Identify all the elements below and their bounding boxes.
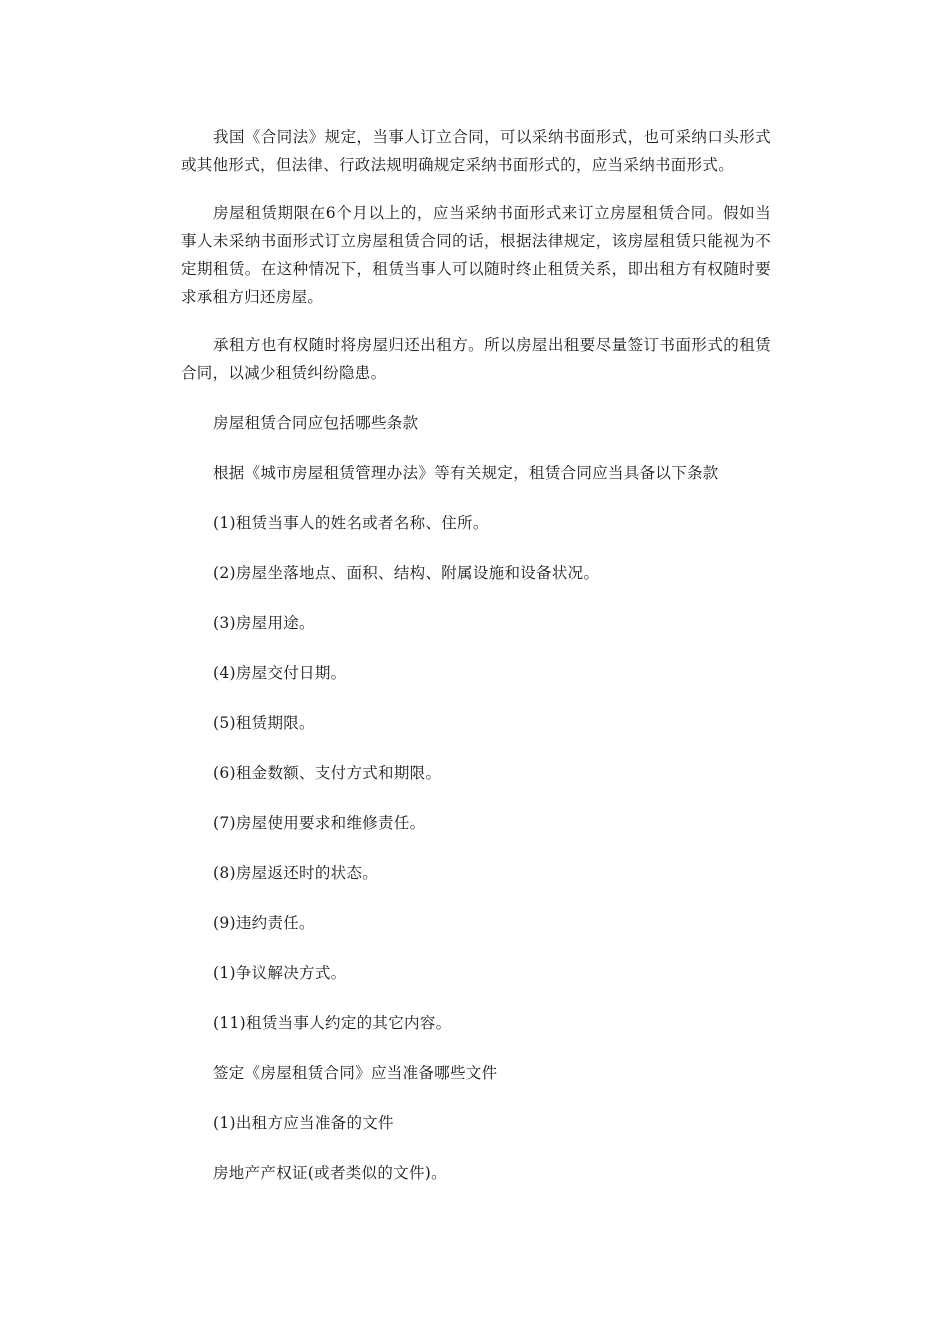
list-item-clause-8: (8)房屋返还时的状态。 [213,864,379,882]
paragraph-property-certificate: 房地产产权证(或者类似的文件)。 [213,1164,447,1182]
paragraph-tenant-return: 承租方也有权随时将房屋归还出租方。所以房屋出租要尽量签订书面形式的租赁合同，以减少租赁纠纷隐患。 [181,336,771,382]
list-item-clause-11: (11)租赁当事人约定的其它内容。 [213,1014,452,1032]
heading-lease-clauses: 房屋租赁合同应包括哪些条款 [213,414,419,432]
list-item-clause-7: (7)房屋使用要求和维修责任。 [213,814,426,832]
paragraph-contract-law-form: 我国《合同法》规定，当事人订立合同，可以采纳书面形式，也可采纳口头形式或其他形式，但法律、行政法规明确规定采纳书面形式的，应当采纳书面形式。 [181,128,771,174]
paragraph-regulation-basis: 根据《城市房屋租赁管理办法》等有关规定，租赁合同应当具备以下条款 [213,464,719,482]
list-item-clause-2: (2)房屋坐落地点、面积、结构、附属设施和设备状况。 [213,564,600,582]
list-item-clause-9: (9)违约责任。 [213,914,315,932]
list-item-clause-3: (3)房屋用途。 [213,614,315,632]
list-item-lessor-documents: (1)出租方应当准备的文件 [213,1114,394,1132]
list-item-clause-6: (6)租金数额、支付方式和期限。 [213,764,442,782]
list-item-clause-4: (4)房屋交付日期。 [213,664,347,682]
heading-required-documents: 签定《房屋租赁合同》应当准备哪些文件 [213,1064,498,1082]
list-item-clause-10: (1)争议解决方式。 [213,964,347,982]
list-item-clause-1: (1)租赁当事人的姓名或者名称、住所。 [213,514,489,532]
paragraph-lease-term: 房屋租赁期限在6个月以上的，应当采纳书面形式来订立房屋租赁合同。假如当事人未采纳书面形式订立房屋租赁合同的话，根据法律规定，该房屋租赁只能视为不定期租赁。在这种情况下，租赁当事人可以随时终止租赁关系，即出租方有权随时要求承租方归还房屋。 [181,204,771,306]
document-page [181,123,771,1187]
list-item-clause-5: (5)租赁期限。 [213,714,315,732]
